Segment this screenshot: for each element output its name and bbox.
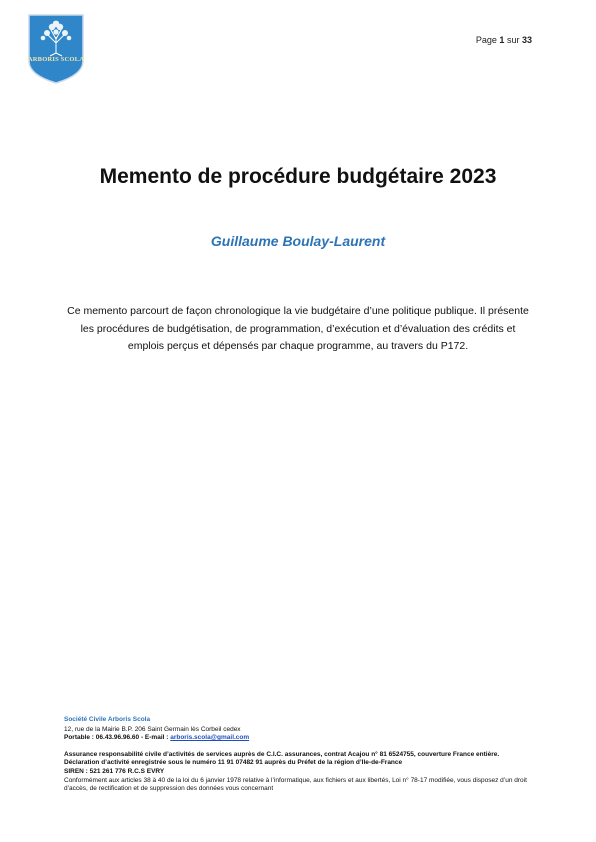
abstract-line: emplois perçus et dépensés par chaque programme, au travers du P172.: [127, 340, 469, 352]
page-current: 1: [499, 35, 505, 45]
footer-contact: [64, 734, 534, 743]
footer-cnil-line: Conformément aux articles 38 à 40 de la loi du 6 janvier 1978 relative à l’informatique, aux fichiers et aux libertés, Loi n° 78-17 modifiée, vous disposez d’un droit: [64, 776, 527, 784]
footer-cnil-line: d’accès, de rectification et de suppression des données vous concernant: [64, 785, 274, 793]
footer-email-link[interactable]: arboris.scola@gmail.com: [170, 734, 250, 742]
footer-insurance: Assurance responsabilité civile d’activités de services auprès de C.I.C. assurances, contrat Acajou n° 81 6524755, couverture France entière.: [64, 750, 500, 758]
footer-siren: SIREN : 521 261 776 R.C.S EVRY: [64, 767, 165, 775]
footer-address: 12, rue de la Mairie B.P. 206 Saint Germain lès Corbeil cedex: [64, 725, 241, 733]
document-title: Memento de procédure budgétaire 2023: [99, 165, 497, 188]
footer-company: Société Civile Arboris Scola: [64, 716, 151, 723]
abstract-line: Ce memento parcourt de façon chronologique la vie budgétaire d’une politique publique. Il présente: [67, 305, 529, 317]
page-number: [476, 35, 532, 45]
footer-phone: Portable : 06.43.96.96.60 - E-mail :: [64, 734, 171, 742]
arboris-scola-logo: [27, 13, 85, 85]
document-author: Guillaume Boulay-Laurent: [210, 233, 386, 249]
abstract: [64, 303, 532, 356]
page-total: 33: [521, 35, 532, 45]
page-prefix: Page: [475, 35, 497, 45]
logo-text: ARBORIS SCOLA: [27, 56, 85, 63]
footer: [64, 716, 534, 794]
abstract-line: les procédures de budgétisation, de programmation, d’exécution et d’évaluation des crédits et: [80, 322, 516, 335]
page-separator: sur: [506, 35, 520, 45]
footer-declaration: Déclaration d’activité enregistrée sous le numéro 11 91 07482 91 auprès du Préfet de la région d’Ile-de-France: [64, 759, 403, 767]
